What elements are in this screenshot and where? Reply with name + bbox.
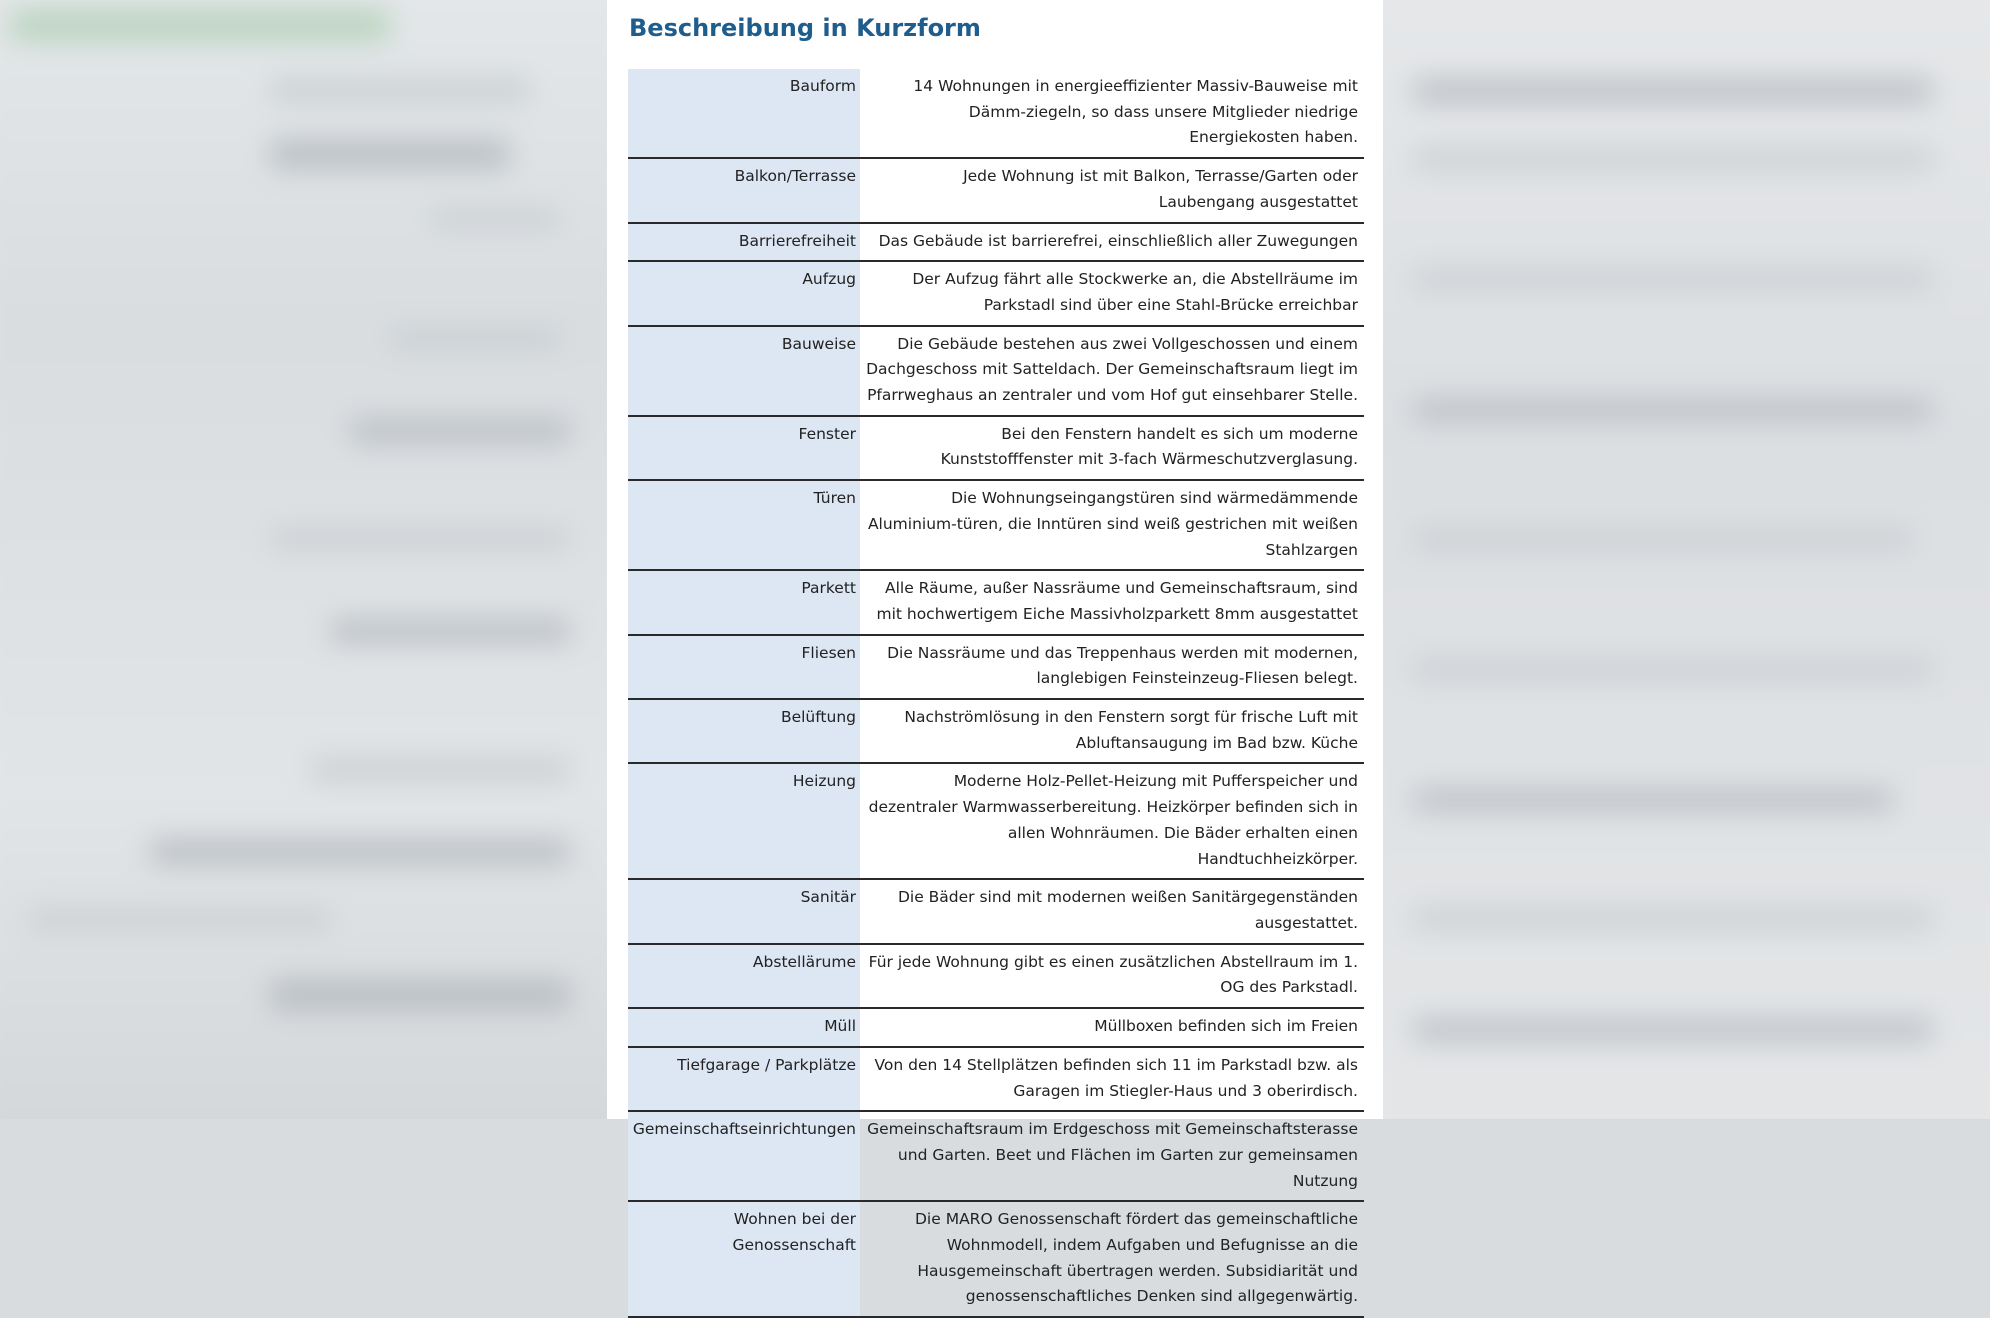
table-row [628, 416, 1364, 480]
row-label: Parkett [628, 570, 860, 634]
row-label: Belüftung [628, 699, 860, 763]
row-value: Der Aufzug fährt alle Stockwerke an, die Abstellräume im Parkstadl sind über eine Stahl-Brücke erreichbar [860, 261, 1364, 325]
page-title: Beschreibung in Kurzform [629, 14, 981, 42]
row-label: Gemeinschaftseinrichtungen [628, 1111, 860, 1201]
row-label: Balkon/Terrasse [628, 158, 860, 222]
table-row [628, 944, 1364, 1008]
table-row [628, 1111, 1364, 1201]
table-row [628, 699, 1364, 763]
table-row [628, 158, 1364, 222]
row-value: Das Gebäude ist barrierefrei, einschließlich aller Zuwegungen [860, 223, 1364, 262]
row-value: 14 Wohnungen in energieeffizienter Massiv-Bauweise mit Dämm-ziegeln, so dass unsere Mitglieder niedrige Energiekosten haben. [860, 69, 1364, 158]
table-row [628, 1201, 1364, 1317]
row-label: Bauform [628, 69, 860, 158]
row-value: Von den 14 Stellplätzen befinden sich 11 im Parkstadl bzw. als Garagen im Stiegler-Haus und 3 oberirdisch. [860, 1047, 1364, 1111]
row-label: Aufzug [628, 261, 860, 325]
blurred-background-right [1383, 0, 1990, 1119]
row-label: Fliesen [628, 635, 860, 699]
table-row [628, 480, 1364, 570]
document-page [607, 0, 1383, 1306]
row-label: Abstellärume [628, 944, 860, 1008]
row-label: Tiefgarage / Parkplätze [628, 1047, 860, 1111]
row-value: Die Wohnungseingangstüren sind wärmedämmende Aluminium-türen, die Inntüren sind weiß gestrichen mit weißen Stahlzargen [860, 480, 1364, 570]
row-value: Bei den Fenstern handelt es sich um moderne Kunststofffenster mit 3-fach Wärmeschutzverglasung. [860, 416, 1364, 480]
row-value: Gemeinschaftsraum im Erdgeschoss mit Gemeinschaftsterasse und Garten. Beet und Flächen im Garten zur gemeinsamen Nutzung [860, 1111, 1364, 1201]
row-value: Die Nassräume und das Treppenhaus werden mit modernen, langlebigen Feinsteinzeug-Fliesen belegt. [860, 635, 1364, 699]
row-value: Die Gebäude bestehen aus zwei Vollgeschossen und einem Dachgeschoss mit Satteldach. Der Gemeinschaftsraum liegt im Pfarrweghaus an zentraler und vom Hof gut einsehbarer Stelle. [860, 326, 1364, 416]
table-row [628, 570, 1364, 634]
blurred-background-left [0, 0, 607, 1119]
table-row [628, 223, 1364, 262]
table-row [628, 326, 1364, 416]
table-row [628, 763, 1364, 879]
row-label: Türen [628, 480, 860, 570]
table-row [628, 1047, 1364, 1111]
row-value: Die MARO Genossenschaft fördert das gemeinschaftliche Wohnmodell, indem Aufgaben und Befugnisse an die Hausgemeinschaft übertragen werden. Subsidiarität und genossenschaftliches Denken sind allgegenwärtig. [860, 1201, 1364, 1317]
table-row [628, 261, 1364, 325]
row-value: Für jede Wohnung gibt es einen zusätzlichen Abstellraum im 1. OG des Parkstadl. [860, 944, 1364, 1008]
table-row [628, 879, 1364, 943]
row-label: Fenster [628, 416, 860, 480]
row-value: Die Bäder sind mit modernen weißen Sanitärgegenständen ausgestattet. [860, 879, 1364, 943]
row-value: Müllboxen befinden sich im Freien [860, 1008, 1364, 1047]
row-value: Nachströmlösung in den Fenstern sorgt für frische Luft mit Abluftansaugung im Bad bzw. Küche [860, 699, 1364, 763]
row-label: Bauweise [628, 326, 860, 416]
row-label: Müll [628, 1008, 860, 1047]
row-label: Sanitär [628, 879, 860, 943]
table-row [628, 1008, 1364, 1047]
spec-table [628, 69, 1364, 1318]
row-label: Wohnen bei der Genossenschaft [628, 1201, 860, 1317]
row-value: Moderne Holz-Pellet-Heizung mit Pufferspeicher und dezentraler Warmwasserbereitung. Heizkörper befinden sich in allen Wohnräumen. Die Bäder erhalten einen Handtuchheizkörper. [860, 763, 1364, 879]
table-row [628, 635, 1364, 699]
row-label: Heizung [628, 763, 860, 879]
row-value: Alle Räume, außer Nassräume und Gemeinschaftsraum, sind mit hochwertigem Eiche Massivholzparkett 8mm ausgestattet [860, 570, 1364, 634]
table-row [628, 69, 1364, 158]
row-label: Barrierefreiheit [628, 223, 860, 262]
row-value: Jede Wohnung ist mit Balkon, Terrasse/Garten oder Laubengang ausgestattet [860, 158, 1364, 222]
